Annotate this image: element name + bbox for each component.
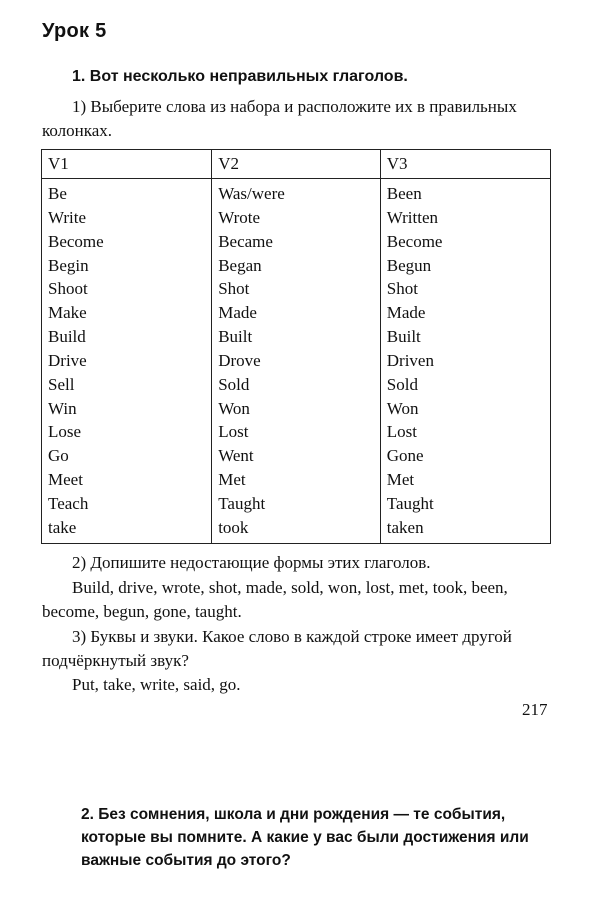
column-v2 [212,179,381,544]
verb-v3-cell: Built [386,327,421,347]
verb-v1-cell: Teach [48,493,89,513]
page-number: 217 [522,700,548,719]
verb-v3-cell: Been [386,184,422,203]
verb-v2-cell: Drove [218,350,261,370]
verb-v1-cell: Drive [48,350,87,370]
table-body-row [42,179,551,544]
task1-sub2-words-text: Build, drive, wrote, shot, made, sold, won, lost, met, took, been, become, begun, gone, taught. [42,578,508,621]
verb-v3-cell: Written [386,207,439,227]
verb-v3-cell: Met [386,470,415,490]
verb-v1-cell: Build [48,327,86,347]
verb-v1-cell: Go [48,446,69,466]
verb-v1-cell: Win [48,398,77,418]
task1-instruction-text: 1) Выберите слова из набора и расположите их в правильных колонках. [42,97,517,140]
task1-sub2-words [42,576,557,624]
verb-v3-cell: Become [386,231,443,251]
header-v1: V1 [42,150,212,179]
verb-v2-cell: Made [218,303,257,323]
verb-v1-cell: Sell [48,374,75,394]
verb-v2-cell: Taught [218,493,266,513]
table-header-row [42,150,551,179]
verb-v2-cell: Wrote [218,207,260,227]
verbs-table [41,149,551,544]
column-v3 [380,179,550,544]
verb-v3-cell: Sold [386,374,418,394]
task1-heading: 1. Вот несколько неправильных глаголов. [72,68,408,85]
task2-text: 2. Без сомнения, школа и дни рождения — те события, которые вы помните. А какие у вас были достижения или важные события до этого? [81,806,529,869]
verb-v1-cell: Become [48,231,104,251]
verb-v3-cell: Lost [386,422,417,442]
verb-v1-cell: Shoot [48,279,88,299]
verb-v2-cell: Was/were [218,184,285,203]
verb-v2-cell: Sold [218,374,250,394]
verb-v1-cell: take [48,517,77,537]
verb-v1-cell: Write [48,207,87,227]
verb-v2-cell: Began [218,255,262,275]
task1-sub3-words: Put, take, write, said, go. [72,675,241,694]
verb-v3-cell: Begun [386,255,432,275]
verb-v2-cell: Won [218,398,250,418]
verb-v2-cell: Shot [218,279,250,299]
verb-v3-cell: Gone [386,446,424,466]
task1-instruction [42,95,552,143]
verb-v2-cell: Lost [218,422,249,442]
verb-v1-cell: Begin [48,255,89,275]
verb-v3-cell: Made [386,303,426,323]
task1-sub3-instruction-text: 3) Буквы и звуки. Какое слово в каждой строке имеет другой подчёркнутый звук? [42,627,512,670]
header-v3: V3 [380,150,550,179]
verb-v2-cell: Built [218,327,253,347]
verb-v2-cell: Went [218,446,254,466]
verb-v1-cell: Lose [48,422,82,442]
verb-v2-cell: Became [218,231,273,251]
verb-v3-cell: Won [386,398,419,418]
verb-v3-cell: taken [386,517,424,537]
verb-v1-cell: Be [48,184,67,203]
verb-v3-cell: Taught [386,493,434,513]
verb-v1-cell: Meet [48,470,83,490]
verb-v3-cell: Driven [386,350,434,370]
verb-v2-cell: took [218,517,249,537]
column-v1 [42,179,212,544]
verb-v3-cell: Shot [386,279,418,299]
verb-v1-cell: Make [48,303,87,323]
lesson-title: Урок 5 [42,20,107,42]
verb-v2-cell: Met [218,470,246,490]
header-v2: V2 [212,150,381,179]
task1-sub2-instruction: 2) Допишите недостающие формы этих глаголов. [72,553,431,572]
task1-sub3-instruction [42,625,557,673]
